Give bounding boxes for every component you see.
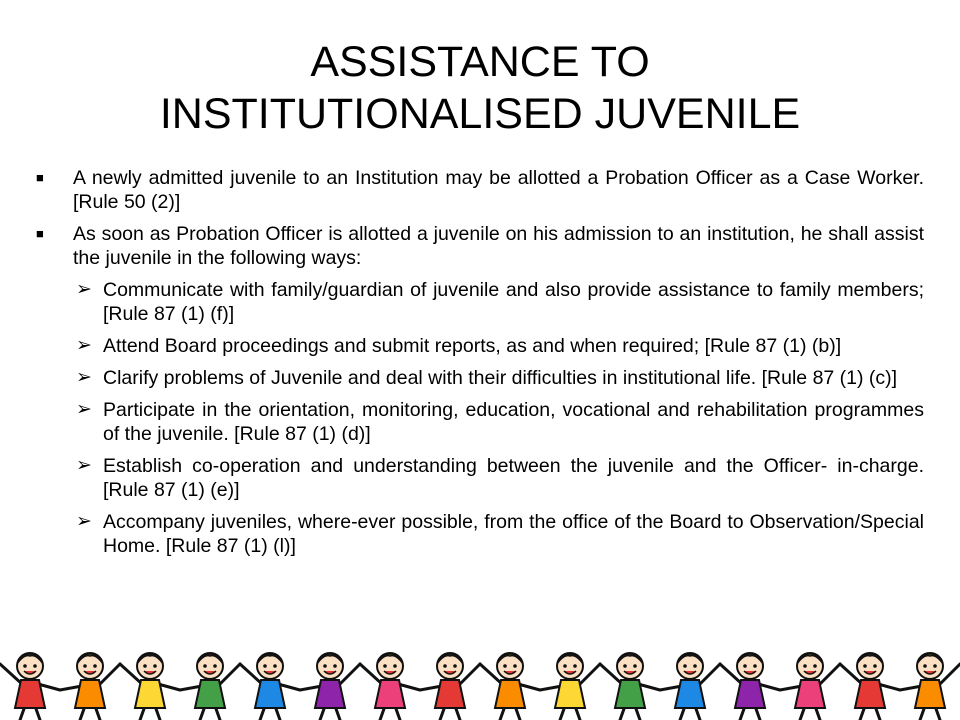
kid-figure bbox=[180, 653, 240, 720]
kid-figure bbox=[420, 653, 480, 720]
sub-bullet-item bbox=[36, 398, 924, 446]
sub-bullet-text: Attend Board proceedings and submit reports, as and when required; [Rule 87 (1) (b)] bbox=[103, 335, 842, 357]
dancing-kids-border bbox=[0, 640, 960, 720]
title-line-1: ASSISTANCE TO bbox=[310, 38, 650, 86]
sub-bullet-text: Establish co-operation and understanding between the juvenile and the Officer- in-charge. [Rule 87 (1) (e)] bbox=[103, 455, 924, 501]
square-bullet-icon: ■ bbox=[36, 170, 44, 185]
kid-figure bbox=[840, 653, 900, 720]
sub-bullet-text: Accompany juveniles, where-ever possible, from the office of the Board to Observation/Special Home. [Rule 87 (1) (l)] bbox=[103, 511, 924, 557]
arrow-bullet-icon: ➢ bbox=[76, 335, 92, 356]
bullet-list bbox=[36, 166, 924, 566]
kid-figure bbox=[240, 653, 300, 720]
kid-figure bbox=[360, 653, 420, 720]
kid-figure bbox=[60, 653, 120, 720]
arrow-bullet-icon: ➢ bbox=[76, 399, 92, 420]
title-line-2: INSTITUTIONALISED JUVENILE bbox=[159, 90, 801, 138]
kid-figure bbox=[300, 653, 360, 720]
arrow-bullet-icon: ➢ bbox=[76, 455, 92, 476]
bullet-text: A newly admitted juvenile to an Institution may be allotted a Probation Officer as a Case Worker. [Rule 50 (2)] bbox=[73, 167, 924, 213]
kid-figure bbox=[720, 653, 780, 720]
arrow-bullet-icon: ➢ bbox=[76, 511, 92, 532]
sub-bullet-text: Clarify problems of Juvenile and deal with their difficulties in institutional life. [Rule 87 (1) (c)] bbox=[103, 367, 898, 389]
bullet-item bbox=[36, 222, 924, 270]
kid-figure bbox=[480, 653, 540, 720]
kid-figure bbox=[780, 653, 840, 720]
sub-bullet-text: Participate in the orientation, monitoring, education, vocational and rehabilitation programmes of the juvenile. [Rule 87 (1) (d)] bbox=[103, 399, 924, 445]
bullet-text: As soon as Probation Officer is allotted a juvenile on his admission to an institution, he shall assist the juvenile in the following ways: bbox=[73, 223, 924, 269]
sub-bullet-item bbox=[36, 366, 924, 390]
sub-bullet-item bbox=[36, 334, 924, 358]
arrow-bullet-icon: ➢ bbox=[76, 279, 92, 300]
sub-bullet-item bbox=[36, 510, 924, 558]
arrow-bullet-icon: ➢ bbox=[76, 367, 92, 388]
kid-figure bbox=[660, 653, 720, 720]
kid-figure bbox=[600, 653, 660, 720]
kid-figure bbox=[0, 653, 60, 720]
sub-bullet-item bbox=[36, 454, 924, 502]
kid-figure bbox=[120, 653, 180, 720]
kid-figure bbox=[900, 653, 960, 720]
bullet-item bbox=[36, 166, 924, 214]
square-bullet-icon: ■ bbox=[36, 226, 44, 241]
sub-bullet-text: Communicate with family/guardian of juvenile and also provide assistance to family members; [Rule 87 (1) (f)] bbox=[103, 279, 924, 325]
slide-title bbox=[60, 36, 900, 140]
sub-bullet-item bbox=[36, 278, 924, 326]
kid-figure bbox=[540, 653, 600, 720]
